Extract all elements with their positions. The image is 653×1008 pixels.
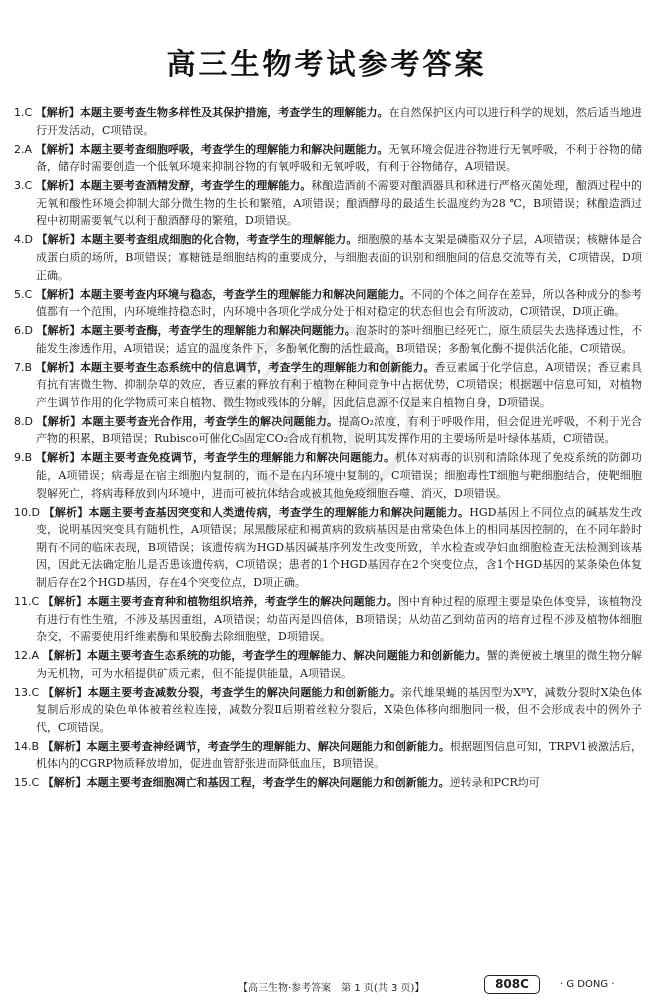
- answer-lead: 本题主要考查细胞凋亡和基因工程，考查学生的解决问题能力和创新能力。: [86, 776, 450, 790]
- answer-tag: 【解析】: [35, 451, 81, 465]
- answer-lead: 本题主要考查减数分裂，考查学生的解决问题能力和创新能力。: [87, 685, 402, 699]
- answer-lead: 本题主要考查生态系统的功能，考查学生的理解能力、解决问题能力和创新能力。: [87, 649, 487, 663]
- answer-item: [14, 359, 642, 412]
- answer-tag: 【解析】: [43, 505, 89, 519]
- answer-lead: 本题主要考查基因突变和人类遗传病，考查学生的理解能力和解决问题能力。: [88, 505, 470, 519]
- page-title: 高三生物考试参考答案: [166, 47, 487, 81]
- answer-tag: 【解析】: [36, 233, 81, 247]
- answer-body: 香豆素属于化学信息，A项错误；香豆素具有抗有害微生物、抑制杂草的效应，香豆素的释放有利于植物在种间竞争中占据优势，C项错误；根据题中信息可知，对植物产生调节作用的化学物质可来自植物、微生物或残体的分解，因此信息源不仅是来自植物自身，D项错误。: [36, 360, 643, 409]
- answer-number: 2.A: [14, 142, 33, 156]
- answer-item: [14, 286, 642, 321]
- answer-body: 无氧环境会促进谷物进行无氧呼吸，不利于谷物的储备，储存时需要创造一个低氧环境来抑制谷物的有氧呼吸和无氧呼吸，有利于谷物储存，A项错误。: [36, 142, 643, 174]
- answer-item: [14, 231, 642, 284]
- page-footer: [0, 973, 653, 997]
- answer-tag: 【解析】: [36, 414, 82, 428]
- answer-body: HGD基因上不同位点的碱基发生改变，说明基因突变具有随机性，A项错误；尿黑酸尿症和褐黄病的致病基因是由常染色体上的相同基因控制的，在不同年龄时期有不同的临床表现，B项错误；该遗传病为HGD基因碱基序列发生改变所致，羊水检查或孕妇血细胞检查无法检测到该基因，因此无法确定胎儿是否患该遗传病，C项错误；患者的1个HGD基因存在2个突变位点，含1个HGD基因的某条染色体复制后存在2个HGD基因，存在4个突变位点，D项正确。: [36, 505, 643, 589]
- answer-number: 10.D: [14, 505, 40, 519]
- answer-body: 泡茶时的茶叶细胞已经死亡，原生质层失去选择透过性，不能发生渗透作用，A项错误；适宜的温度条件下，多酚氧化酶的活性最高，B项错误；多酚氧化酶不提供活化能，C项错误。: [36, 324, 643, 355]
- answer-body: 亲代雄果蝇的基因型为XᴮY，减数分裂时X染色体复制后形成的染色单体被着丝粒连接，减数分裂Ⅱ后期着丝粒分裂后，X染色体移向细胞同一极，但不会形成表中的例外子代，C项错误。: [36, 685, 643, 734]
- answer-number: 4.D: [14, 233, 33, 247]
- answer-lead: 本题主要考查酶，考查学生的理解能力和解决问题能力。: [80, 324, 356, 338]
- answer-body: 机体对病毒的识别和清除体现了免疫系统的防御功能，A项错误；病毒是在宿主细胞内复制的，而不是在内环境中复制的，C项错误；细胞毒性T细胞与靶细胞结合，使靶细胞裂解死亡，将病毒释放到内环境中，进而可被抗体结合或被其他免疫细胞吞噬、消灭，D项错误。: [36, 451, 643, 500]
- answer-item: [14, 141, 642, 176]
- answer-body: 秫酿造酒前不需要对酿酒器具和秫进行严格灭菌处理，酿酒过程中的无氧和酸性环境会抑制大部分微生物的生长和繁殖，A项错误；酿酒酵母的最适生长温度约为28 ℃，B项错误；秫酿造酒过程中初期需要氧气以利于酿酒酵母的繁殖，D项错误。: [36, 179, 643, 228]
- answer-item: [14, 684, 642, 737]
- answer-item: [14, 449, 642, 502]
- answer-tag: 【解析】: [35, 142, 80, 156]
- answer-number: 7.B: [14, 360, 33, 374]
- answer-lead: 本题主要考查免疫调节，考查学生的理解能力和解决问题能力。: [80, 451, 396, 465]
- answer-item: [14, 504, 642, 592]
- answer-tag: 【解析】: [35, 287, 80, 301]
- answer-item: [14, 593, 642, 646]
- answer-lead: 本题主要考查生态系统中的信息调节，考查学生的理解能力和创新能力。: [79, 360, 435, 374]
- answer-item: [14, 177, 642, 230]
- answer-lead: 本题主要考查生物多样性及其保护措施，考查学生的理解能力。: [79, 106, 389, 119]
- answer-tag: 【解析】: [42, 594, 88, 608]
- answer-lead: 本题主要考查内环境与稳态，考查学生的理解能力和解决问题能力。: [79, 287, 411, 301]
- answer-tag: 【解析】: [42, 776, 87, 790]
- footer-brand: · G DONG ·: [560, 979, 615, 990]
- answer-item: [14, 647, 642, 682]
- footer-page-label: 【高三生物·参考答案 第 1 页(共 3 页)】: [238, 983, 425, 994]
- answer-number: 12.A: [14, 649, 40, 663]
- paper-code-badge: 808C: [484, 975, 540, 994]
- answer-number: 5.C: [14, 287, 33, 301]
- answer-number: 15.C: [14, 776, 40, 790]
- answer-lead: 本题主要考查组成细胞的化合物，考查学生的理解能力。: [80, 233, 358, 247]
- answer-lead: 本题主要考查育种和植物组织培养，考查学生的解决问题能力。: [87, 594, 398, 608]
- answer-number: 9.B: [14, 451, 33, 465]
- answer-number: 11.C: [14, 594, 40, 608]
- answer-tag: 【解析】: [42, 649, 88, 663]
- answer-tag: 【解析】: [35, 360, 80, 374]
- answer-lead: 本题主要考查酒精发酵，考查学生的理解能力。: [79, 179, 312, 193]
- answer-list: [14, 104, 642, 793]
- answer-tag: 【解析】: [35, 106, 80, 119]
- answer-body: 逆转录和PCR均可: [449, 776, 540, 790]
- answer-body: 不同的个体之间存在差异，所以各种成分的参考值都有一个范围，内环境维持稳态时，内环境中各项化学成分处于相对稳定的状态但也会有所波动，C项错误，D项正确。: [36, 287, 643, 319]
- answer-number: 3.C: [14, 179, 33, 193]
- answer-item: [14, 774, 642, 792]
- answer-item: [14, 104, 642, 139]
- answer-item: [14, 413, 642, 448]
- answer-number: 13.C: [14, 685, 40, 699]
- answer-item: [14, 322, 642, 357]
- answer-body: 提高O₂浓度，有利于呼吸作用，但会促进光呼吸，不利于光合产物的积累，B项错误；Rubisco可催化C₅固定CO₂合成有机物，说明其发挥作用的主要场所是叶绿体基质，C项错误。: [36, 414, 643, 446]
- answer-body: 细胞膜的基本支架是磷脂双分子层，A项错误；核糖体是合成蛋白质的场所，B项错误；寡糖链是细胞结构的重要成分，与细胞表面的识别和细胞间的信息交流等有关，C项错误，D项正确。: [36, 233, 642, 282]
- answer-tag: 【解析】: [42, 685, 88, 699]
- answer-number: 6.D: [14, 324, 33, 338]
- answer-number: 8.D: [14, 414, 33, 428]
- answer-body: 根据题图信息可知，TRPV1被激活后，机体内的CGRP物质释放增加，促进血管舒张进而降低血压，B项错误。: [36, 739, 643, 771]
- answer-number: 14.B: [14, 739, 40, 753]
- answer-lead: 本题主要考查细胞呼吸，考查学生的理解能力和解决问题能力。: [79, 142, 389, 156]
- answer-body: 蟹的粪便被土壤里的微生物分解为无机物，可为水稻提供矿质元素，但不能提供能量，A项错误。: [36, 649, 643, 680]
- answer-tag: 【解析】: [42, 739, 87, 753]
- answer-body: 在自然保护区内可以进行科学的规划，然后适当地进行开发活动，C项错误。: [36, 106, 643, 137]
- answer-tag: 【解析】: [35, 179, 80, 193]
- answer-body: 图中育种过程的原理主要是染色体变异，该植物没有进行有性生殖，不涉及基因重组，A项错误；幼苗丙是四倍体，B项错误；从幼苗乙到幼苗丙的培育过程不涉及植物体细胞杂交，不需要使用纤维素酶和果胶酶去除细胞壁，D项错误。: [36, 594, 643, 644]
- answer-lead: 本题主要考查神经调节，考查学生的理解能力、解决问题能力和创新能力。: [86, 739, 450, 753]
- answer-item: [14, 738, 642, 773]
- answer-lead: 本题主要考查光合作用，考查学生的解决问题能力。: [81, 414, 339, 428]
- answer-number: 1.C: [14, 106, 33, 119]
- answer-tag: 【解析】: [36, 324, 81, 338]
